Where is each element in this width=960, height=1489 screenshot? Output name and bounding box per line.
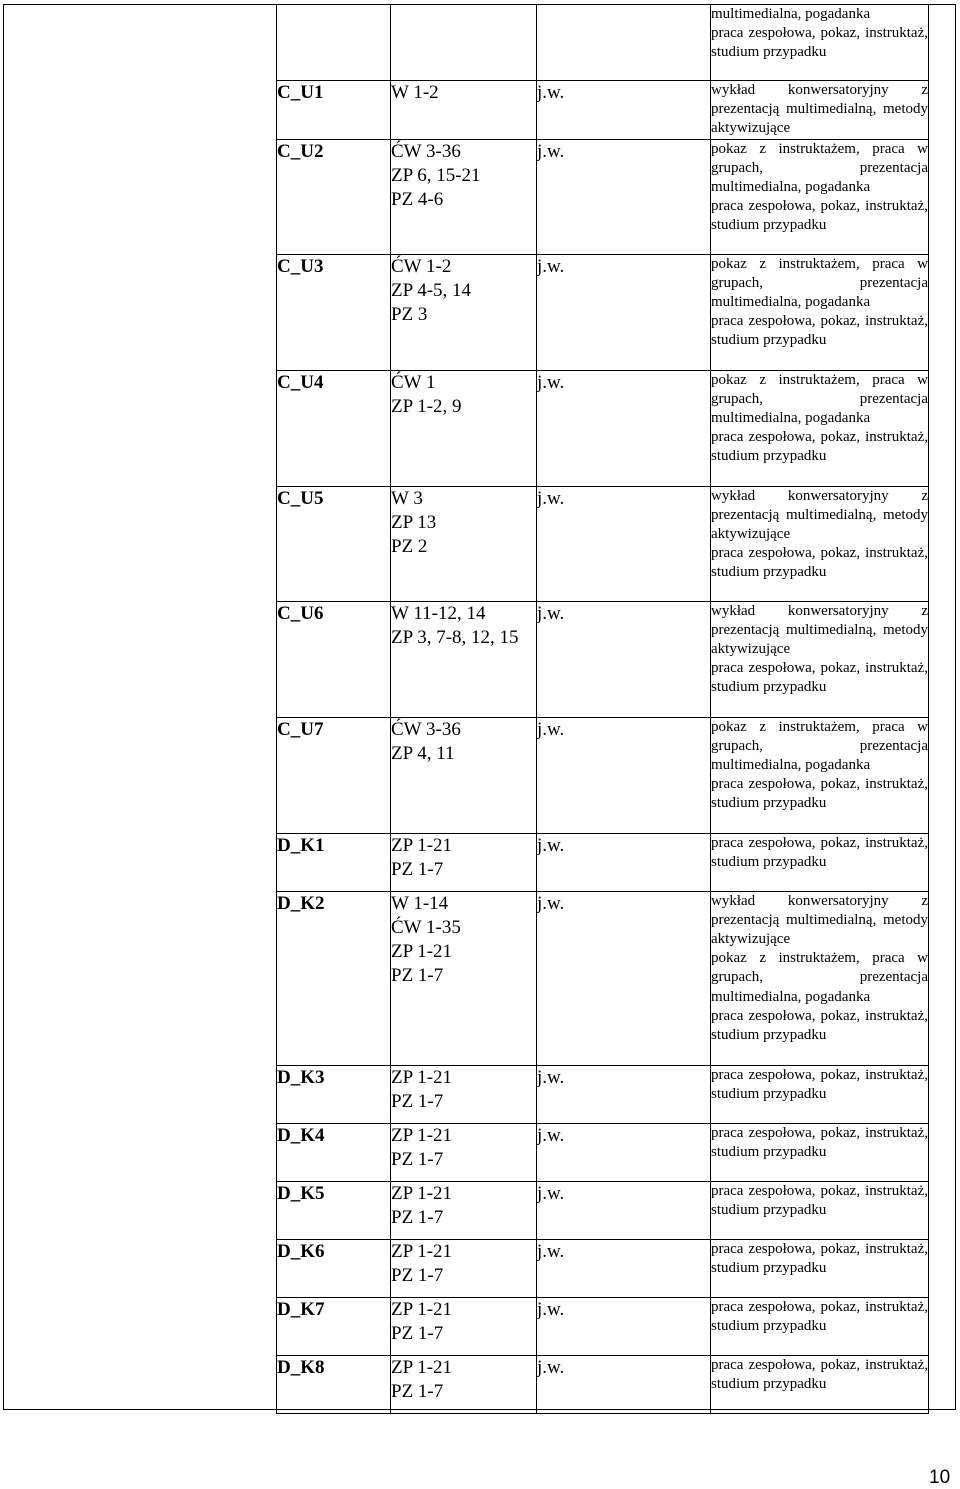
table-row [277, 717, 929, 833]
modules-cell: ĆW 3-36 ZP 6, 15-21 PZ 4-6 [391, 139, 537, 254]
form-cell [537, 5, 711, 81]
table-row [277, 1181, 929, 1239]
effect-code: C_U2 [277, 139, 391, 254]
modules-cell: ĆW 1-2 ZP 4-5, 14 PZ 3 [391, 254, 537, 370]
modules-cell: ZP 1-21 PZ 1-7 [391, 1181, 537, 1239]
table-row [277, 1239, 929, 1297]
table-row [277, 1065, 929, 1123]
form-cell: j.w. [537, 1123, 711, 1181]
form-cell: j.w. [537, 833, 711, 891]
methods-cell: praca zespołowa, pokaz, instruktaż, studium przypadku [711, 1297, 929, 1355]
methods-cell: praca zespołowa, pokaz, instruktaż, studium przypadku [711, 1355, 929, 1413]
modules-cell: ĆW 1 ZP 1-2, 9 [391, 370, 537, 486]
table-row [277, 254, 929, 370]
table-row [277, 601, 929, 717]
effect-code: D_K8 [277, 1355, 391, 1413]
modules-cell [391, 5, 537, 81]
methods-cell: pokaz z instruktażem, praca w grupach, prezentacja multimedialna, pogadanka praca zespołowa, pokaz, instruktaż, studium przypadku [711, 717, 929, 833]
form-cell: j.w. [537, 1181, 711, 1239]
effect-code: D_K6 [277, 1239, 391, 1297]
methods-cell: wykład konwersatoryjny z prezentacją multimedialną, metody aktywizujące pokaz z instruktażem, praca w grupach, prezentacja multimedialna, pogadanka praca zespołowa, pokaz, instruktaż, studium przypadku [711, 891, 929, 1065]
table-row [277, 486, 929, 601]
form-cell: j.w. [537, 1239, 711, 1297]
modules-cell: ZP 1-21 PZ 1-7 [391, 1297, 537, 1355]
table-row [277, 1123, 929, 1181]
form-cell: j.w. [537, 1065, 711, 1123]
effect-code: C_U7 [277, 717, 391, 833]
table-row [277, 1355, 929, 1413]
form-cell: j.w. [537, 370, 711, 486]
table-row [277, 81, 929, 140]
methods-table [276, 4, 929, 1414]
effect-code: C_U6 [277, 601, 391, 717]
effect-code: C_U5 [277, 486, 391, 601]
form-cell: j.w. [537, 486, 711, 601]
effect-code: D_K3 [277, 1065, 391, 1123]
table-row [277, 833, 929, 891]
effect-code: C_U4 [277, 370, 391, 486]
modules-cell: ZP 1-21 PZ 1-7 [391, 1355, 537, 1413]
methods-cell: pokaz z instruktażem, praca w grupach, prezentacja multimedialna, pogadanka praca zespołowa, pokaz, instruktaż, studium przypadku [711, 139, 929, 254]
effect-code: C_U1 [277, 81, 391, 140]
modules-cell: W 11-12, 14 ZP 3, 7-8, 12, 15 [391, 601, 537, 717]
methods-cell: wykład konwersatoryjny z prezentacją multimedialną, metody aktywizujące [711, 81, 929, 140]
table-row [277, 1297, 929, 1355]
code-cell [277, 5, 391, 81]
methods-cell: praca zespołowa, pokaz, instruktaż, studium przypadku [711, 1181, 929, 1239]
methods-cell: praca zespołowa, pokaz, instruktaż, studium przypadku [711, 1065, 929, 1123]
effect-code: D_K1 [277, 833, 391, 891]
modules-cell: W 1-14 ĆW 1-35 ZP 1-21 PZ 1-7 [391, 891, 537, 1065]
form-cell: j.w. [537, 254, 711, 370]
methods-cell: pokaz z instruktażem, praca w grupach, prezentacja multimedialna, pogadanka praca zespołowa, pokaz, instruktaż, studium przypadku [711, 370, 929, 486]
table-row [277, 891, 929, 1065]
modules-cell: ZP 1-21 PZ 1-7 [391, 833, 537, 891]
methods-cell: praca zespołowa, pokaz, instruktaż, studium przypadku [711, 1239, 929, 1297]
form-cell: j.w. [537, 139, 711, 254]
effect-code: D_K4 [277, 1123, 391, 1181]
form-cell: j.w. [537, 717, 711, 833]
modules-cell: ZP 1-21 PZ 1-7 [391, 1123, 537, 1181]
modules-cell: W 1-2 [391, 81, 537, 140]
effect-code: D_K7 [277, 1297, 391, 1355]
methods-cell: wykład konwersatoryjny z prezentacją multimedialną, metody aktywizujące praca zespołowa, pokaz, instruktaż, studium przypadku [711, 486, 929, 601]
table-row-top [277, 5, 929, 81]
methods-cell: praca zespołowa, pokaz, instruktaż, studium przypadku [711, 1123, 929, 1181]
modules-cell: W 3 ZP 13 PZ 2 [391, 486, 537, 601]
methods-cell: pokaz z instruktażem, praca w grupach, prezentacja multimedialna, pogadanka praca zespołowa, pokaz, instruktaż, studium przypadku [711, 254, 929, 370]
modules-cell: ZP 1-21 PZ 1-7 [391, 1239, 537, 1297]
effect-code: D_K2 [277, 891, 391, 1065]
modules-cell: ĆW 3-36 ZP 4, 11 [391, 717, 537, 833]
form-cell: j.w. [537, 891, 711, 1065]
methods-cell: multimedialna, pogadanka praca zespołowa, pokaz, instruktaż, studium przypadku [711, 5, 929, 81]
table-row [277, 139, 929, 254]
modules-cell: ZP 1-21 PZ 1-7 [391, 1065, 537, 1123]
form-cell: j.w. [537, 1355, 711, 1413]
methods-cell: praca zespołowa, pokaz, instruktaż, studium przypadku [711, 833, 929, 891]
form-cell: j.w. [537, 1297, 711, 1355]
form-cell: j.w. [537, 601, 711, 717]
form-cell: j.w. [537, 81, 711, 140]
effect-code: D_K5 [277, 1181, 391, 1239]
table-row [277, 370, 929, 486]
page-number: 10 [929, 1467, 951, 1488]
methods-cell: wykład konwersatoryjny z prezentacją multimedialną, metody aktywizujące praca zespołowa, pokaz, instruktaż, studium przypadku [711, 601, 929, 717]
effect-code: C_U3 [277, 254, 391, 370]
